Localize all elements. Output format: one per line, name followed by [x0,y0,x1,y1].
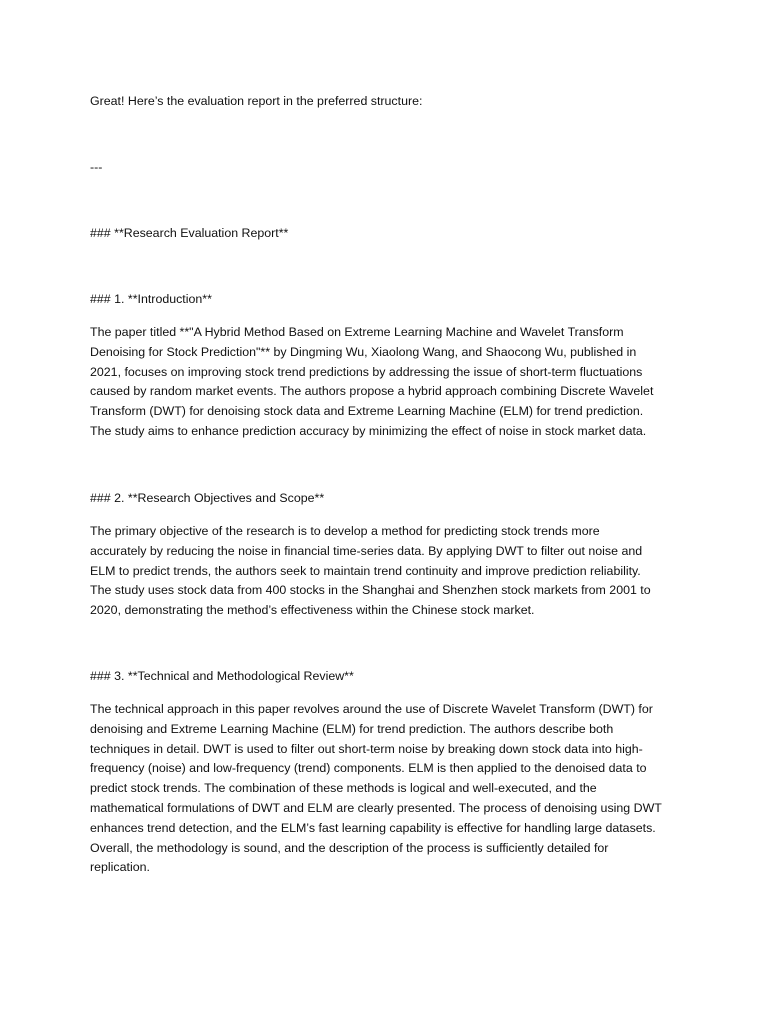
section-paragraph-technical-review [90,700,680,878]
paragraph-line: denoising and Extreme Learning Machine (ELM) for trend prediction. The authors describe both [90,721,614,736]
paragraph-line: enhances trend detection, and the ELM’s fast learning capability is effective for handling large datasets. [90,820,656,835]
section-paragraph-introduction [90,323,680,442]
paragraph-line: techniques in detail. DWT is used to filter out short-term noise by breaking down stock data into high- [90,741,643,756]
paragraph-line: Transform (DWT) for denoising stock data and Extreme Learning Machine (ELM) for trend prediction. [90,404,644,419]
paragraph-line: Overall, the methodology is sound, and the description of the process is sufficiently detailed for [90,840,609,855]
section-heading-objectives: ### 2. **Research Objectives and Scope** [90,491,325,505]
paragraph-line: 2021, focuses on improving stock trend predictions by addressing the issue of short-term fluctuations [90,364,643,379]
paragraph-line: The paper titled **"A Hybrid Method Based on Extreme Learning Machine and Wavelet Transform [90,325,624,339]
paragraph-line: replication. [90,860,150,875]
section-paragraph-objectives [90,522,680,621]
paragraph-line: frequency (noise) and low-frequency (trend) components. ELM is then applied to the denoised data to [90,761,647,776]
paragraph-line: mathematical formulations of DWT and ELM are clearly presented. The process of denoising using DWT [90,800,662,815]
paragraph-line: The primary objective of the research is to develop a method for predicting stock trends more [90,524,600,538]
intro-line: Great! Here’s the evaluation report in the preferred structure: [90,94,423,108]
paragraph-line: 2020, demonstrating the method’s effectiveness within the Chinese stock market. [90,603,535,618]
paragraph-line: caused by random market events. The authors propose a hybrid approach combining Discrete Wavelet [90,384,654,399]
section-heading-introduction: ### 1. **Introduction** [90,292,212,306]
paragraph-line: The study aims to enhance prediction accuracy by minimizing the effect of noise in stock market data. [90,423,647,438]
paragraph-line: Denoising for Stock Prediction"** by Dingming Wu, Xiaolong Wang, and Shaocong Wu, published in [90,344,637,359]
separator: --- [90,160,103,174]
paragraph-line: The study uses stock data from 400 stocks in the Shanghai and Shenzhen stock markets from 2001 to [90,583,651,598]
paragraph-line: ELM to predict trends, the authors seek to maintain trend continuity and improve prediction reliability. [90,563,641,578]
paragraph-line: predict stock trends. The combination of these methods is logical and well-executed, and the [90,781,597,796]
paragraph-line: accurately by reducing the noise in financial time-series data. By applying DWT to filter out noise and [90,543,643,558]
section-heading-technical-review: ### 3. **Technical and Methodological Review** [90,669,354,683]
report-heading: ### **Research Evaluation Report** [90,226,289,240]
paragraph-line: The technical approach in this paper revolves around the use of Discrete Wavelet Transform (DWT) for [90,702,653,716]
